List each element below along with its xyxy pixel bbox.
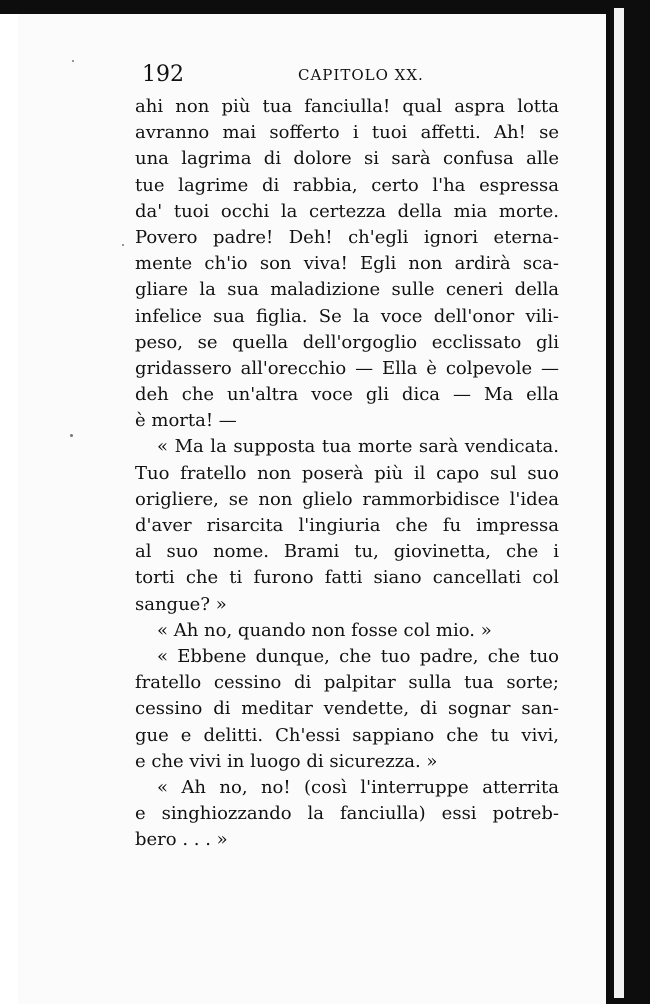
text-line: una lagrima di dolore si sarà confusa alle [135, 148, 559, 170]
text-line: cessino di meditar vendette, di sognar san- [135, 698, 559, 720]
text-line: bero . . . » [135, 829, 228, 851]
text-line: e singhiozzando la fanciulla) essi potreb- [135, 803, 559, 825]
scan-speck [122, 244, 124, 246]
text-line: torti che ti furono fatti siano cancellati col [135, 567, 559, 589]
text-line: gridassero all'orecchio — Ella è colpevole — [135, 357, 559, 379]
text-line: infelice sua figlia. Se la voce dell'onor vili- [135, 305, 559, 327]
text-line: « Ah no, quando non fosse col mio. » [157, 619, 492, 641]
text-line: d'aver risarcita l'ingiuria che fu impressa [135, 515, 559, 536]
page-number: 192 [142, 62, 184, 87]
text-line: « Ma la supposta tua morte sarà vendicata. [157, 436, 559, 458]
text-line: mente ch'io son viva! Egli non ardirà sca- [135, 253, 559, 275]
text-line: tue lagrime di rabbia, certo l'ha espressa [135, 174, 559, 196]
text-line: Povero padre! Deh! ch'egli ignori eterna- [135, 226, 559, 248]
text-line: gliare la sua maladizione sulle ceneri della [135, 279, 559, 301]
text-line: « Ah no, no! (così l'interruppe atterrita [157, 776, 559, 798]
page-header [142, 62, 562, 92]
text-line: al suo nome. Brami tu, giovinetta, che i [135, 541, 559, 563]
text-line: gue e delitti. Ch'essi sappiano che tu vivi, [135, 724, 559, 746]
body-text [135, 94, 559, 853]
text-line: e che vivi in luogo di sicurezza. » [135, 750, 438, 772]
text-line: è morta! — [135, 410, 237, 432]
text-line: deh che un'altra voce gli dica — Ma ella [135, 384, 559, 406]
page-edge-strip [614, 8, 624, 998]
scan-right-border [606, 0, 650, 1004]
text-line: Tuo fratello non poserà più il capo sul suo [135, 462, 559, 484]
scan-speck [72, 60, 74, 62]
text-line: avranno mai sofferto i tuoi affetti. Ah! se [135, 122, 559, 144]
scan-top-border [0, 0, 650, 14]
text-line: peso, se quella dell'orgoglio ecclissato gli [135, 331, 559, 353]
scan-speck [70, 434, 73, 437]
running-head: CAPITOLO XX. [298, 66, 424, 84]
text-line: da' tuoi occhi la certezza della mia morte. [135, 200, 559, 222]
text-line: « Ebbene dunque, che tuo padre, che tuo [157, 645, 559, 667]
text-line: ahi non più tua fanciulla! qual aspra lotta [135, 96, 559, 117]
text-line: fratello cessino di palpitar sulla tua sorte; [135, 672, 559, 694]
text-line: sangue? » [135, 593, 227, 615]
text-line: origliere, se non glielo rammorbidisce l'idea [135, 488, 559, 510]
